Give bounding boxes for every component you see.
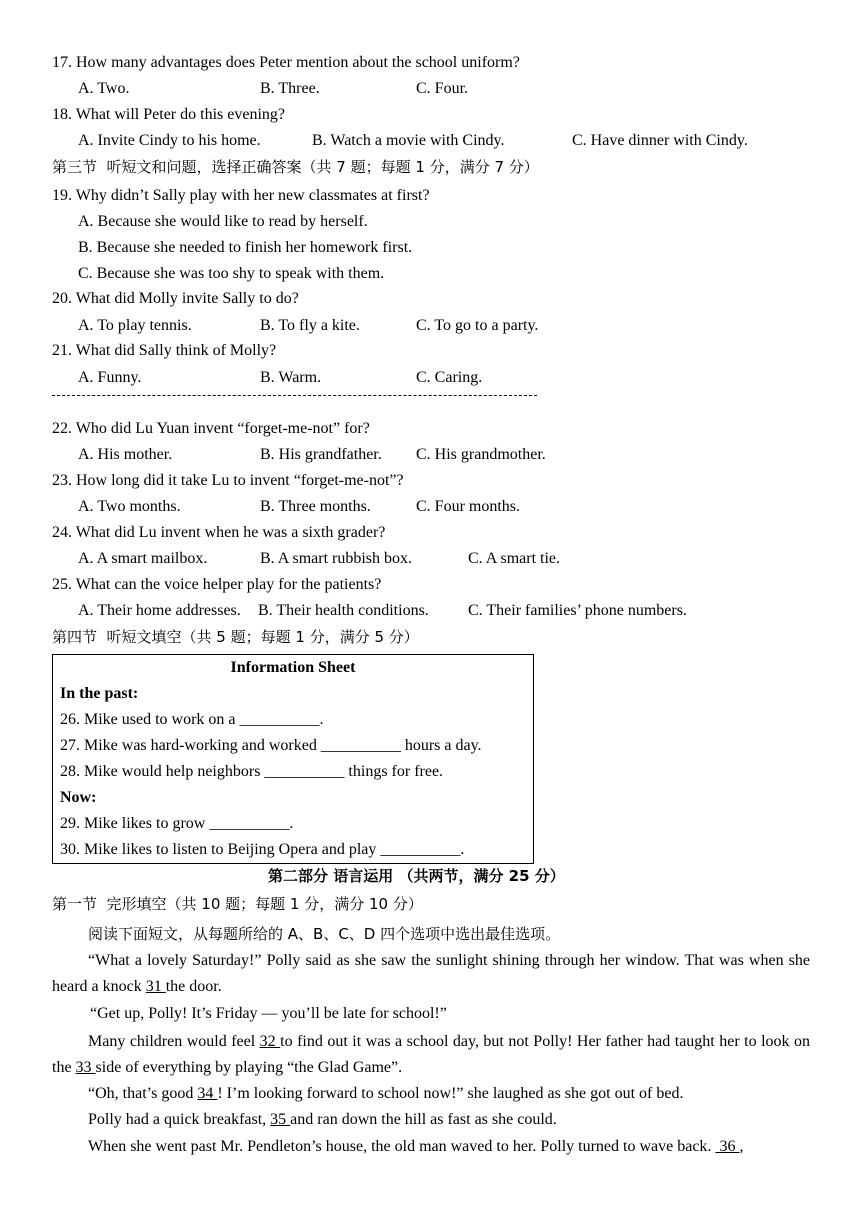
section-3-heading: 第三节 听短文和问题，选择正确答案（共 7 题；每题 1 分，满分 7 分） — [52, 158, 539, 176]
question-21-stem: 21. What did Sally think of Molly? — [52, 342, 277, 359]
cloze-paragraph-1 — [52, 948, 810, 1000]
section-4-heading: 第四节 听短文填空（共 5 题；每题 1 分，满分 5 分） — [52, 628, 419, 646]
blank-35: 35 — [270, 1111, 291, 1128]
question-23-option-a: A. Two months. — [78, 498, 181, 515]
question-24-option-a: A. A smart mailbox. — [78, 550, 208, 567]
question-21-option-c: C. Caring. — [416, 369, 483, 386]
question-25-option-a: A. Their home addresses. — [78, 602, 241, 619]
question-19-option-b: B. Because she needed to finish her homework first. — [78, 239, 413, 256]
now-label: Now: — [60, 789, 97, 806]
paragraph-text: to find out it was a school day, but not Polly! Her father had taught her to look on the — [52, 1033, 811, 1076]
blank-36: 36 — [715, 1138, 740, 1155]
paragraph-text: and ran down the hill as fast as she could. — [290, 1111, 557, 1128]
blank-33: 33 — [75, 1059, 96, 1076]
question-23-option-b: B. Three months. — [260, 498, 371, 515]
question-20-stem: 20. What did Molly invite Sally to do? — [52, 290, 299, 307]
question-24-option-b: B. A smart rubbish box. — [260, 550, 413, 567]
paragraph-text: side of everything by playing “the Glad Game”. — [95, 1059, 403, 1076]
question-20-option-a: A. To play tennis. — [78, 317, 192, 334]
blank-32: 32 — [259, 1033, 281, 1050]
paragraph-text: , — [739, 1138, 744, 1155]
question-23-stem: 23. How long did it take Lu to invent “forget-me-not”? — [52, 472, 404, 489]
question-19-stem: 19. Why didn’t Sally play with her new classmates at first? — [52, 187, 430, 204]
question-18-option-a: A. Invite Cindy to his home. — [78, 132, 261, 149]
in-the-past-label: In the past: — [60, 685, 139, 702]
question-18-option-b: B. Watch a movie with Cindy. — [312, 132, 505, 149]
question-24-stem: 24. What did Lu invent when he was a sixth grader? — [52, 524, 386, 541]
question-21-option-a: A. Funny. — [78, 369, 142, 386]
question-22-option-a: A. His mother. — [78, 446, 173, 463]
cloze-paragraph-5 — [52, 1107, 810, 1133]
information-sheet — [52, 654, 534, 864]
question-21-option-b: B. Warm. — [260, 369, 322, 386]
question-26: 26. Mike used to work on a __________. — [60, 711, 324, 728]
paragraph-text: “What a lovely Saturday!” Polly said as she saw the sunlight shining through her window. That was when she heard a knock — [52, 952, 810, 995]
question-22-option-b: B. His grandfather. — [260, 446, 382, 463]
paragraph-text: “Oh, that’s good — [88, 1085, 198, 1102]
question-25-option-b: B. Their health conditions. — [258, 602, 429, 619]
information-sheet-title: Information Sheet — [230, 659, 356, 676]
part-2-heading: 第二部分 语言运用 （共两节，满分 25 分） — [268, 867, 565, 885]
question-19-option-c: C. Because she was too shy to speak with them. — [78, 265, 385, 282]
question-20-option-c: C. To go to a party. — [416, 317, 539, 334]
paragraph-text: the door. — [165, 978, 222, 995]
paragraph-text: Polly had a quick breakfast, — [88, 1111, 271, 1128]
question-23-option-c: C. Four months. — [416, 498, 521, 515]
question-17-option-c: C. Four. — [416, 80, 469, 97]
question-30: 30. Mike likes to listen to Beijing Opera and play __________. — [60, 841, 465, 858]
question-25-option-c: C. Their families’ phone numbers. — [468, 602, 687, 619]
question-20-option-b: B. To fly a kite. — [260, 317, 360, 334]
blank-34: 34 — [197, 1085, 218, 1102]
cloze-instruction: 阅读下面短文，从每题所给的 A、B、C、D 四个选项中选出最佳选项。 — [88, 925, 561, 943]
cloze-paragraph-4 — [52, 1081, 810, 1107]
blank-31: 31 — [145, 978, 166, 995]
cloze-paragraph-6 — [88, 1137, 743, 1157]
question-25-stem: 25. What can the voice helper play for the patients? — [52, 576, 382, 593]
question-18-stem: 18. What will Peter do this evening? — [52, 106, 285, 123]
cloze-paragraph-3 — [52, 1029, 810, 1081]
paragraph-text: When she went past Mr. Pendleton’s house, the old man waved to her. Polly turned to wave back. — [88, 1138, 716, 1155]
question-29: 29. Mike likes to grow __________. — [60, 815, 294, 832]
question-17-option-b: B. Three. — [260, 80, 320, 97]
question-28: 28. Mike would help neighbors __________ things for free. — [60, 763, 444, 780]
question-27: 27. Mike was hard-working and worked __________ hours a day. — [60, 737, 482, 754]
question-22-stem: 22. Who did Lu Yuan invent “forget-me-not” for? — [52, 420, 370, 437]
paragraph-text: “Get up, Polly! It’s Friday — you’ll be late for school!” — [90, 1005, 447, 1022]
paragraph-text: Many children would feel — [88, 1033, 260, 1050]
paragraph-text: ! I’m looking forward to school now!” she laughed as she got out of bed. — [217, 1085, 684, 1102]
question-24-option-c: C. A smart tie. — [468, 550, 560, 567]
question-19-option-a: A. Because she would like to read by herself. — [78, 213, 368, 230]
question-17-option-a: A. Two. — [78, 80, 130, 97]
question-22-option-c: C. His grandmother. — [416, 446, 546, 463]
question-17-stem: 17. How many advantages does Peter mention about the school uniform? — [52, 54, 520, 71]
part-2-section-1-heading: 第一节 完形填空（共 10 题；每题 1 分，满分 10 分） — [52, 895, 423, 913]
cloze-paragraph-2 — [52, 1001, 810, 1027]
question-18-option-c: C. Have dinner with Cindy. — [572, 132, 748, 149]
dashed-divider — [52, 395, 537, 396]
